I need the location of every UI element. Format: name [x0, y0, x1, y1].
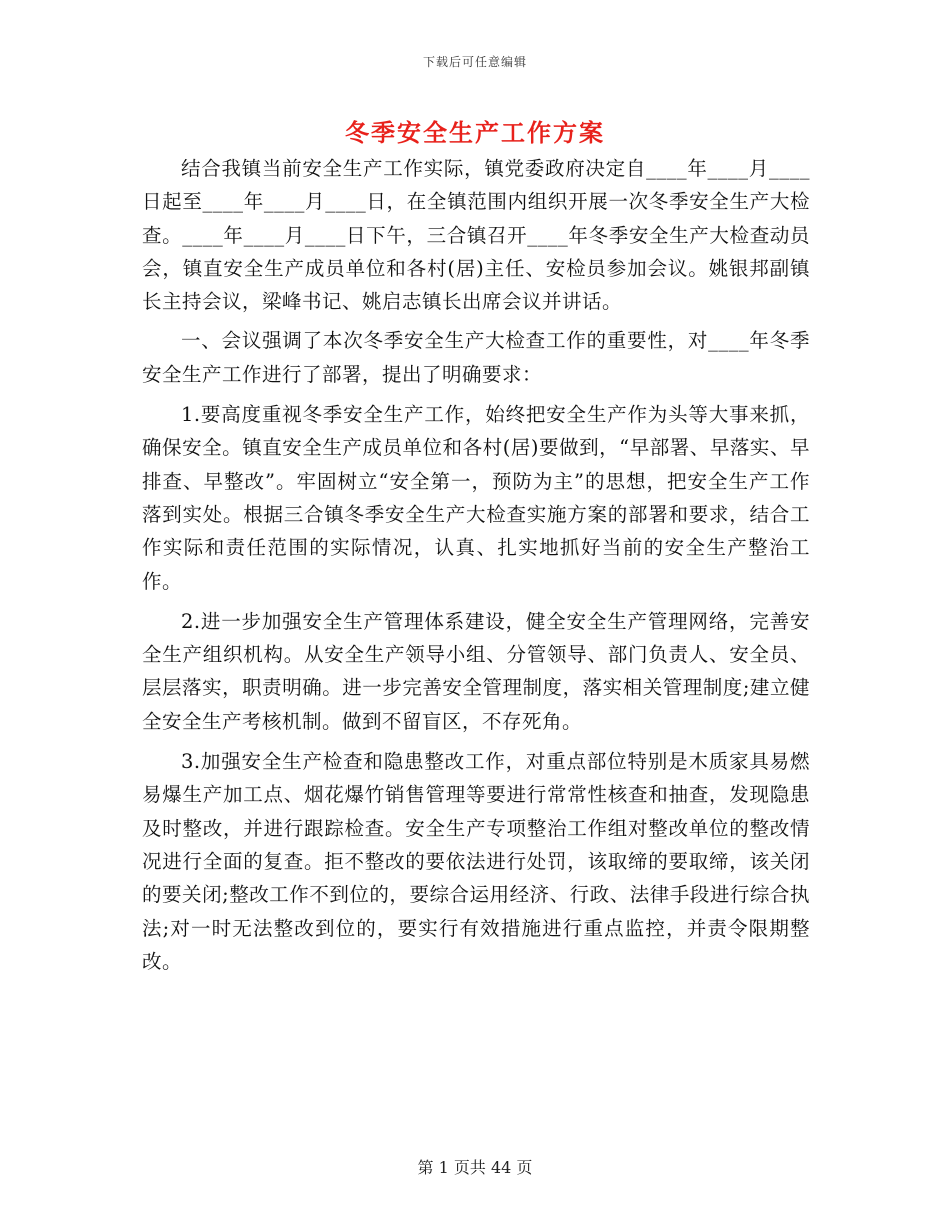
paragraph-section-one: 一、会议强调了本次冬季安全生产大检查工作的重要性，对____年冬季安全生产工作进行了部署，提出了明确要求： — [142, 329, 810, 386]
page-footer: 第 1 页共 44 页 — [417, 1158, 533, 1177]
paragraph-item-1: 1.要高度重视冬季安全生产工作，始终把安全生产作为头等大事来抓，确保安全。镇直安全生产成员单位和各村(居)要做到，“早部署、早落实、早排查、早整改”。牢固树立“安全第一，预防为主”的思想，把安全生产工作落到实处。根据三合镇冬季安全生产大检查实施方案的部署和要求，结合工作实际和责任范围的实际情况，认真、扎实地抓好当前的安全生产整治工作。 — [142, 403, 810, 593]
paragraph-item-3: 3.加强安全生产检查和隐患整改工作，对重点部位特别是木质家具易燃易爆生产加工点、烟花爆竹销售管理等要进行常常性核查和抽查，发现隐患及时整改，并进行跟踪检查。安全生产专项整治工作组对整改单位的整改情况进行全面的复查。拒不整改的要依法进行处罚，该取缔的要取缔，该关闭的要关闭;整改工作不到位的，要综合运用经济、行政、法律手段进行综合执法;对一时无法整改到位的，要实行有效措施进行重点监控，并责令限期整改。 — [142, 750, 810, 973]
header-note: 下载后可任意编辑 — [422, 55, 527, 69]
document-title: 冬季安全生产工作方案 — [345, 118, 605, 147]
document-body — [142, 152, 810, 985]
paragraph-intro: 结合我镇当前安全生产工作实际，镇党委政府决定自____年____月____日起至____年____月____日，在全镇范围内组织开展一次冬季安全生产大检查。____年____月____日下午，三合镇召开____年冬季安全生产大检查动员会，镇直安全生产成员单位和各村(居)主任、安检员参加会议。姚银邦副镇长主持会议，梁峰书记、姚启志镇长出席会议并讲话。 — [142, 157, 810, 314]
paragraph-item-2: 2.进一步加强安全生产管理体系建设，健全安全生产管理网络，完善安全生产组织机构。从安全生产领导小组、分管领导、部门负责人、安全员、层层落实，职责明确。进一步完善安全管理制度，落实相关管理制度;建立健全安全生产考核机制。做到不留盲区，不存死角。 — [142, 609, 810, 733]
